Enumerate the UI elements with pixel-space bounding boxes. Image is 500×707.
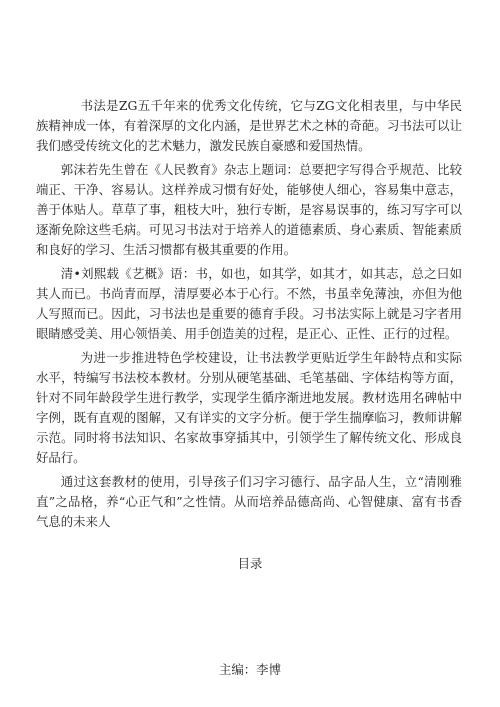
preface-paragraph-3: 清•刘熙载《艺概》语：书，如也，如其学，如其才，如其志，总之曰如其人而已。书尚青而厚，清厚要必本于心行。不然，书虽幸免薄浊，亦但为他人写照而已。因此，习书法也是重要的德育手段。习书法实际上就是习字者用眼睛感受美、用心领悟美、用手创造美的过程，是正心、正性、正行的过程。 <box>36 266 462 341</box>
table-of-contents-title: 目录 <box>237 556 263 571</box>
preface-paragraph-2: 郭沫若先生曾在《人民教育》杂志上题词：总要把字写得合乎规范、比较端正、干净、容易认。这样养成习惯有好处，能够使人细心，容易集中意志，善于体贴人。草草了事，粗枝大叶，独行专断，是容易误事的，练习写字可以逐渐免除这些毛病。可见习书法对于培养人的道德素质、身心素质、智能素质和良好的学习、生活习惯都有极其重要的作用。 <box>36 162 462 257</box>
chief-editor-line: 主编：李博 <box>219 662 281 677</box>
preface-paragraph-1: 书法是ZG五千年来的优秀文化传统，它与ZG文化相表里，与中华民族精神成一体，有着深厚的文化内涵，是世界艺术之林的奇葩。习书法可以让我们感受传统文化的艺术魅力，激发民族自豪感和爱国热情。 <box>36 98 462 153</box>
preface-paragraph-5: 通过这套教材的使用，引导孩子们习字习德行、品字品人生，立“清刚雅直”之品格，养“心正气和”之性情。从而培养品德高尚、心智健康、富有书香气息的未来人 <box>36 474 462 529</box>
preface-body <box>36 96 462 536</box>
preface-paragraph-4: 为进一步推进特色学校建设，让书法教学更贴近学生年龄特点和实际水平，特编写书法校本教材。分别从硬笔基础、毛笔基础、字体结构等方面，针对不同年龄段学生进行教学，实现学生循序渐进地发展。教材选用名碑帖中字例，既有直观的图解，又有详实的文字分析。便于学生揣摩临习，教师讲解示范。同时将书法知识、名家故事穿插其中，引领学生了解传统文化、形成良好品行。 <box>36 350 462 465</box>
